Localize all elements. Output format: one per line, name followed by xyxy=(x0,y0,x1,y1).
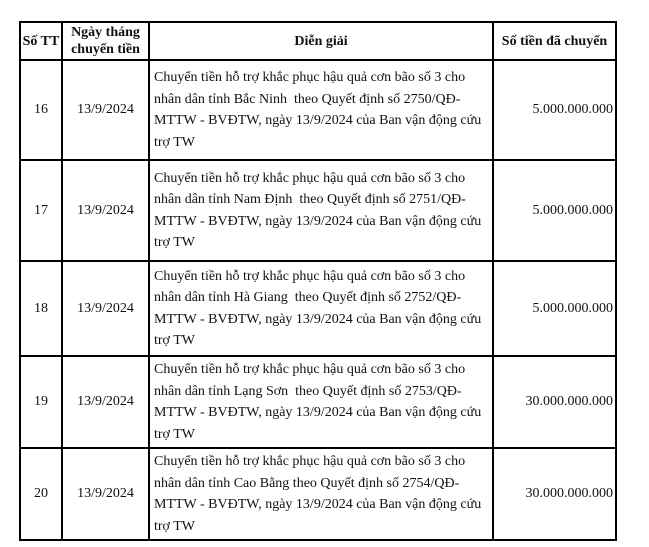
row-number-cell: 18 xyxy=(20,261,62,356)
amount-cell: 30.000.000.000 xyxy=(493,448,616,540)
header-row xyxy=(20,22,616,60)
row-number-cell: 16 xyxy=(20,60,62,160)
header-so-tien: Số tiền đã chuyển xyxy=(493,22,616,60)
row-number-cell: 20 xyxy=(20,448,62,540)
table-row xyxy=(20,160,616,261)
transfer-table xyxy=(19,21,617,541)
description-cell: Chuyển tiền hỗ trợ khắc phục hậu quả cơn bão số 3 cho nhân dân tỉnh Hà Giang theo Quyết định số 2752/QĐ-MTTW - BVĐTW, ngày 13/9/2024 của Ban vận động cứu trợ TW xyxy=(149,261,493,356)
header-dien-giai: Diễn giải xyxy=(149,22,493,60)
table-row xyxy=(20,261,616,356)
table-row xyxy=(20,448,616,540)
date-cell: 13/9/2024 xyxy=(62,160,149,261)
description-cell: Chuyển tiền hỗ trợ khắc phục hậu quả cơn bão số 3 cho nhân dân tỉnh Lạng Sơn theo Quyết định số 2753/QĐ-MTTW - BVĐTW, ngày 13/9/2024 của Ban vận động cứu trợ TW xyxy=(149,356,493,448)
amount-cell: 30.000.000.000 xyxy=(493,356,616,448)
date-cell: 13/9/2024 xyxy=(62,60,149,160)
amount-cell: 5.000.000.000 xyxy=(493,261,616,356)
table-row xyxy=(20,60,616,160)
description-cell: Chuyển tiền hỗ trợ khắc phục hậu quả cơn bão số 3 cho nhân dân tỉnh Cao Bằng theo Quyết định số 2754/QĐ-MTTW - BVĐTW, ngày 13/9/2024 của Ban vận động cứu trợ TW xyxy=(149,448,493,540)
table-row xyxy=(20,356,616,448)
amount-cell: 5.000.000.000 xyxy=(493,160,616,261)
row-number-cell: 19 xyxy=(20,356,62,448)
amount-cell: 5.000.000.000 xyxy=(493,60,616,160)
date-cell: 13/9/2024 xyxy=(62,448,149,540)
description-cell: Chuyển tiền hỗ trợ khắc phục hậu quả cơn bão số 3 cho nhân dân tỉnh Nam Định theo Quyết định số 2751/QĐ-MTTW - BVĐTW, ngày 13/9/2024 của Ban vận động cứu trợ TW xyxy=(149,160,493,261)
date-cell: 13/9/2024 xyxy=(62,261,149,356)
row-number-cell: 17 xyxy=(20,160,62,261)
header-ngay-thang: Ngày tháng chuyển tiền xyxy=(62,22,149,60)
description-cell: Chuyển tiền hỗ trợ khắc phục hậu quả cơn bão số 3 cho nhân dân tỉnh Bắc Ninh theo Quyết định số 2750/QĐ-MTTW - BVĐTW, ngày 13/9/2024 của Ban vận động cứu trợ TW xyxy=(149,60,493,160)
date-cell: 13/9/2024 xyxy=(62,356,149,448)
header-so-tt: Số TT xyxy=(20,22,62,60)
